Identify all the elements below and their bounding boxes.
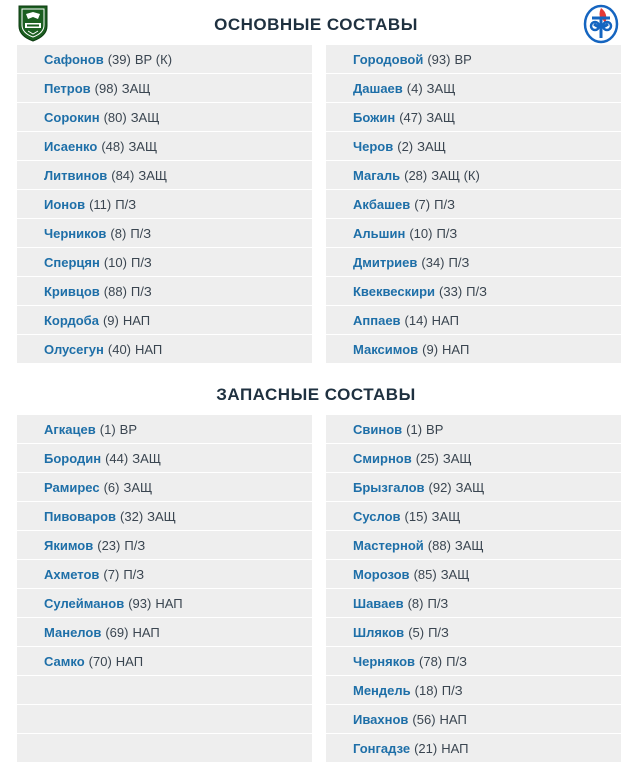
player-position: ЗАЩ xyxy=(455,479,485,495)
player-position: НАП xyxy=(431,312,459,328)
player-row xyxy=(17,132,312,160)
player-row xyxy=(17,560,312,588)
player-position: ЗАЩ xyxy=(128,138,158,154)
player-position: ВР (К) xyxy=(134,51,173,67)
player-number: (40) xyxy=(107,341,132,357)
player-row xyxy=(17,647,312,675)
player-position: П/З xyxy=(115,196,137,212)
player-row xyxy=(326,531,621,559)
player-position: ЗАЩ xyxy=(138,167,168,183)
player-row xyxy=(326,618,621,646)
player-row xyxy=(17,248,312,276)
player-row xyxy=(17,161,312,189)
home-starting-list xyxy=(17,45,312,364)
player-number: (10) xyxy=(103,254,127,270)
player-number: (21) xyxy=(414,740,438,756)
player-name-link[interactable]: Дмитриев xyxy=(353,254,418,270)
player-position: НАП xyxy=(439,711,467,727)
player-position: НАП xyxy=(122,312,151,328)
player-number: (33) xyxy=(439,283,463,299)
player-position: ВР xyxy=(426,421,444,437)
player-position: П/З xyxy=(130,283,152,299)
starting-lineups-title: ОСНОВНЫЕ СОСТАВЫ xyxy=(214,15,418,34)
player-position: ЗАЩ xyxy=(426,80,456,96)
player-name-link[interactable]: Мендель xyxy=(353,682,411,698)
player-name-link[interactable]: Бородин xyxy=(44,450,102,466)
player-position: П/З xyxy=(441,682,463,698)
player-position: П/З xyxy=(446,653,467,669)
player-position: ЗАЩ xyxy=(426,109,456,125)
player-number: (7) xyxy=(414,196,431,212)
player-position: П/З xyxy=(448,254,470,270)
player-name-link[interactable]: Агкацев xyxy=(44,421,96,437)
player-name-link[interactable]: Акбашев xyxy=(353,196,411,212)
player-number: (85) xyxy=(413,566,437,582)
player-position: П/З xyxy=(466,283,487,299)
player-row xyxy=(326,415,621,443)
player-position: П/З xyxy=(436,225,458,241)
player-name-link[interactable]: Брызгалов xyxy=(353,479,425,495)
player-position: П/З xyxy=(434,196,455,212)
player-row xyxy=(326,676,621,704)
player-position: ВР xyxy=(454,51,472,67)
player-row xyxy=(326,734,621,762)
player-name-link[interactable]: Магаль xyxy=(353,167,401,183)
player-name-link[interactable]: Олусегун xyxy=(44,341,104,357)
player-position: ЗАЩ xyxy=(121,80,151,96)
player-position: ЗАЩ xyxy=(147,508,176,524)
player-position: ЗАЩ xyxy=(123,479,153,495)
player-row xyxy=(326,219,621,247)
player-name-link[interactable]: Аппаев xyxy=(353,312,401,328)
player-number: (98) xyxy=(94,80,118,96)
player-number: (39) xyxy=(107,51,131,67)
player-position: ЗАЩ xyxy=(130,109,160,125)
player-number: (25) xyxy=(415,450,439,466)
away-starting-list xyxy=(326,45,621,364)
player-number: (8) xyxy=(110,225,127,241)
player-position: НАП xyxy=(442,341,470,357)
player-number: (93) xyxy=(128,595,152,611)
player-position: НАП xyxy=(155,595,183,611)
player-name-link[interactable]: Мастерной xyxy=(353,537,424,553)
empty-row xyxy=(17,705,312,733)
player-row xyxy=(17,74,312,102)
player-number: (4) xyxy=(406,80,423,96)
player-row xyxy=(17,306,312,334)
player-row xyxy=(17,618,312,646)
player-name-link[interactable]: Якимов xyxy=(44,537,94,553)
player-row xyxy=(326,589,621,617)
player-name-link[interactable]: Черников xyxy=(44,225,107,241)
player-row xyxy=(326,248,621,276)
player-number: (34) xyxy=(421,254,445,270)
player-name-link[interactable]: Кривцов xyxy=(44,283,100,299)
home-substitutes-list xyxy=(17,415,312,763)
player-name-link[interactable]: Шляков xyxy=(353,624,405,640)
player-row xyxy=(17,190,312,218)
player-number: (1) xyxy=(99,421,116,437)
player-position: ЗАЩ xyxy=(442,450,472,466)
player-row xyxy=(326,132,621,160)
player-row xyxy=(326,502,621,530)
player-position: НАП xyxy=(135,341,163,357)
player-row xyxy=(326,74,621,102)
player-position: НАП xyxy=(115,653,144,669)
player-row xyxy=(326,190,621,218)
player-row xyxy=(326,473,621,501)
player-position: П/З xyxy=(130,225,152,241)
player-name-link[interactable]: Свинов xyxy=(353,421,403,437)
player-row xyxy=(17,277,312,305)
player-row xyxy=(326,705,621,733)
player-row xyxy=(17,335,312,363)
player-number: (84) xyxy=(111,167,135,183)
player-number: (80) xyxy=(103,109,127,125)
player-number: (18) xyxy=(414,682,438,698)
player-name-link[interactable]: Квеквескири xyxy=(353,283,436,299)
player-number: (48) xyxy=(101,138,125,154)
player-position: П/З xyxy=(428,624,449,640)
player-number: (6) xyxy=(103,479,120,495)
player-number: (7) xyxy=(103,566,120,582)
player-name-link[interactable]: Божин xyxy=(353,109,396,125)
player-name-link[interactable]: Альшин xyxy=(353,225,406,241)
player-number: (23) xyxy=(97,537,121,553)
player-name-link[interactable]: Ионов xyxy=(44,196,86,212)
player-row xyxy=(17,45,312,73)
player-number: (47) xyxy=(399,109,423,125)
player-number: (44) xyxy=(105,450,129,466)
player-number: (11) xyxy=(89,196,112,212)
player-row xyxy=(326,45,621,73)
player-name-link[interactable]: Максимов xyxy=(353,341,419,357)
player-name-link[interactable]: Смирнов xyxy=(353,450,412,466)
player-position: ЗАЩ xyxy=(417,138,446,154)
player-position: НАП xyxy=(441,740,469,756)
player-name-link[interactable]: Сулейманов xyxy=(44,595,125,611)
player-name-link[interactable]: Морозов xyxy=(353,566,410,582)
player-number: (2) xyxy=(397,138,414,154)
player-number: (78) xyxy=(419,653,443,669)
player-row xyxy=(17,103,312,131)
player-number: (14) xyxy=(404,312,428,328)
player-name-link[interactable]: Ивахнов xyxy=(353,711,409,727)
player-number: (10) xyxy=(409,225,433,241)
player-position: ЗАЩ xyxy=(454,537,484,553)
player-position: П/З xyxy=(427,595,449,611)
away-substitutes-list xyxy=(326,415,621,763)
player-row xyxy=(17,502,312,530)
player-position: ЗАЩ xyxy=(431,508,461,524)
player-row xyxy=(17,444,312,472)
player-number: (9) xyxy=(102,312,119,328)
player-row xyxy=(326,647,621,675)
player-row xyxy=(326,560,621,588)
fakel-crest-icon xyxy=(583,4,619,44)
player-position: П/З xyxy=(130,254,152,270)
player-name-link[interactable]: Шаваев xyxy=(353,595,404,611)
player-name-link[interactable]: Литвинов xyxy=(44,167,108,183)
player-number: (69) xyxy=(105,624,129,640)
player-name-link[interactable]: Кордоба xyxy=(44,312,99,328)
player-position: ЗАЩ xyxy=(132,450,161,466)
player-name-link[interactable]: Гонгадзе xyxy=(353,740,411,756)
player-name-link[interactable]: Черов xyxy=(353,138,394,154)
player-name-link[interactable]: Ахметов xyxy=(44,566,100,582)
player-row xyxy=(17,219,312,247)
player-name-link[interactable]: Рамирес xyxy=(44,479,100,495)
player-name-link[interactable]: Черняков xyxy=(353,653,416,669)
player-name-link[interactable]: Манелов xyxy=(44,624,102,640)
player-name-link[interactable]: Городовой xyxy=(353,51,424,67)
player-name-link[interactable]: Суслов xyxy=(353,508,401,524)
player-row xyxy=(326,277,621,305)
player-number: (93) xyxy=(427,51,451,67)
player-row xyxy=(326,335,621,363)
player-number: (9) xyxy=(422,341,439,357)
player-number: (32) xyxy=(120,508,144,524)
player-position: П/З xyxy=(124,537,146,553)
player-name-link[interactable]: Пивоваров xyxy=(44,508,117,524)
player-number: (5) xyxy=(408,624,425,640)
player-row xyxy=(326,444,621,472)
player-name-link[interactable]: Сафонов xyxy=(44,51,104,67)
player-row xyxy=(17,415,312,443)
player-name-link[interactable]: Сперцян xyxy=(44,254,100,270)
player-number: (88) xyxy=(427,537,451,553)
player-number: (15) xyxy=(404,508,428,524)
player-number: (56) xyxy=(412,711,436,727)
substitutes-title: ЗАПАСНЫЕ СОСТАВЫ xyxy=(216,385,416,404)
player-number: (92) xyxy=(428,479,452,495)
player-position: ЗАЩ (К) xyxy=(431,167,480,183)
player-position: П/З xyxy=(123,566,145,582)
player-row xyxy=(326,306,621,334)
empty-row xyxy=(17,676,312,704)
player-number: (1) xyxy=(406,421,423,437)
player-number: (28) xyxy=(404,167,428,183)
player-position: ЗАЩ xyxy=(440,566,470,582)
player-number: (8) xyxy=(407,595,424,611)
player-number: (70) xyxy=(88,653,112,669)
player-row xyxy=(17,531,312,559)
player-row xyxy=(326,103,621,131)
player-position: НАП xyxy=(132,624,160,640)
player-name-link[interactable]: Сорокин xyxy=(44,109,100,125)
empty-row xyxy=(17,734,312,762)
player-name-link[interactable]: Дашаев xyxy=(353,80,403,96)
player-row xyxy=(17,589,312,617)
player-row xyxy=(17,473,312,501)
player-position: ВР xyxy=(119,421,137,437)
player-number: (88) xyxy=(103,283,127,299)
player-row xyxy=(326,161,621,189)
player-name-link[interactable]: Самко xyxy=(44,653,85,669)
player-name-link[interactable]: Петров xyxy=(44,80,91,96)
player-name-link[interactable]: Исаенко xyxy=(44,138,98,154)
